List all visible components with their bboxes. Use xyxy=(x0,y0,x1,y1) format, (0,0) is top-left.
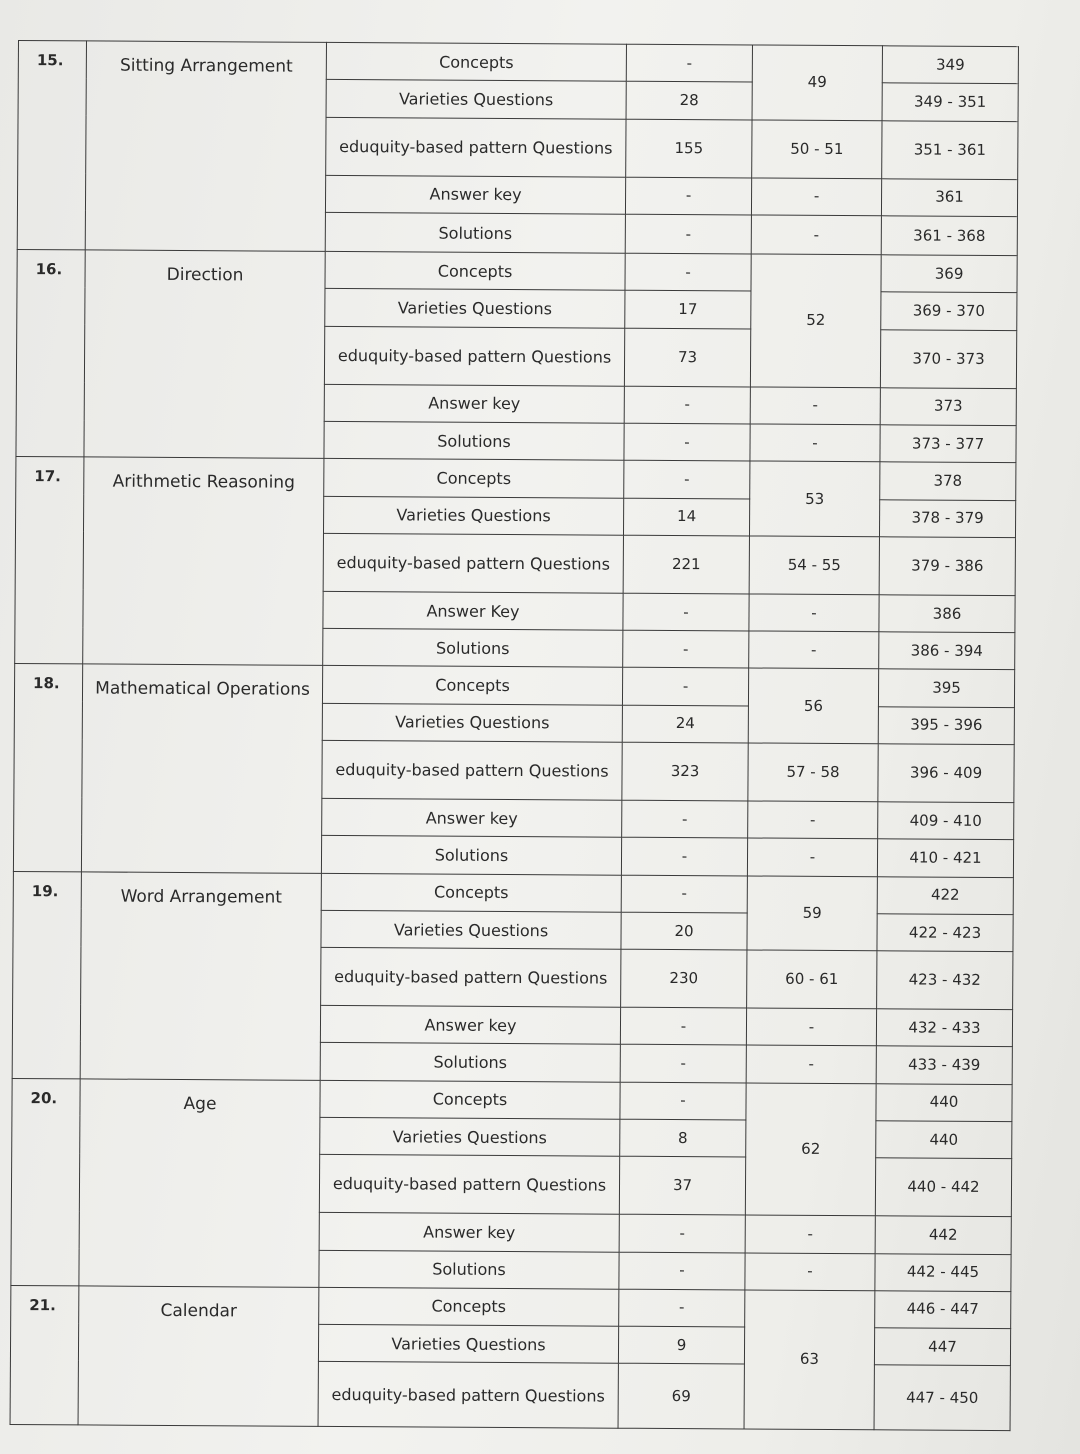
page-range: 361 xyxy=(881,178,1017,216)
question-count: - xyxy=(625,177,751,215)
chapter-page: - xyxy=(751,215,881,255)
page-range: 349 xyxy=(882,46,1018,84)
question-count: - xyxy=(622,668,748,706)
page-range: 440 - 442 xyxy=(875,1158,1011,1217)
subsection-label: eduquity-based pattern Questions xyxy=(322,740,622,800)
chapter-page: 52 xyxy=(750,254,881,387)
table-row xyxy=(16,457,1016,500)
subsection-label: Concepts xyxy=(320,1080,620,1119)
chapter-page: - xyxy=(749,594,879,632)
page-range: 361 - 368 xyxy=(881,216,1017,256)
table-row xyxy=(18,41,1018,84)
subsection-label: eduquity-based pattern Questions xyxy=(318,1362,618,1428)
question-count: - xyxy=(621,837,747,875)
subsection-label: Answer key xyxy=(324,384,624,423)
question-count: 28 xyxy=(626,81,752,119)
subsection-label: Answer key xyxy=(319,1213,619,1252)
table-row xyxy=(17,250,1017,293)
question-count: - xyxy=(625,253,751,291)
subsection-label: Solutions xyxy=(325,212,625,253)
chapter-page: - xyxy=(745,1253,875,1291)
question-count: - xyxy=(624,423,750,461)
chapter-page: - xyxy=(746,1008,876,1046)
question-count: - xyxy=(623,630,749,668)
topic-name: Sitting Arrangement xyxy=(85,41,326,252)
chapter-page: - xyxy=(747,838,877,876)
subsection-label: Solutions xyxy=(323,629,623,668)
page-range: 442 - 445 xyxy=(875,1253,1011,1291)
subsection-label: eduquity-based pattern Questions xyxy=(324,326,624,386)
page-range: 373 xyxy=(880,388,1016,426)
page-range: 446 - 447 xyxy=(875,1291,1011,1329)
page-range: 386 xyxy=(879,595,1015,633)
question-count: - xyxy=(620,1007,746,1045)
subsection-label: Varieties Questions xyxy=(318,1324,618,1363)
subsection-label: Varieties Questions xyxy=(322,703,622,742)
subsection-label: Varieties Questions xyxy=(320,1117,620,1156)
page-range: 378 xyxy=(880,462,1016,500)
question-count: 20 xyxy=(621,912,747,950)
question-count: 9 xyxy=(618,1326,744,1364)
page-range: 378 - 379 xyxy=(879,499,1015,537)
question-count: - xyxy=(620,1045,746,1083)
page-range: 442 xyxy=(875,1216,1011,1254)
page-range: 386 - 394 xyxy=(879,632,1015,670)
question-count: 14 xyxy=(623,498,749,536)
page-range: 409 - 410 xyxy=(878,802,1014,840)
subsection-label: Varieties Questions xyxy=(325,289,625,328)
chapter-page: - xyxy=(750,387,880,425)
page-range: 440 xyxy=(876,1083,1012,1121)
subsection-label: eduquity-based pattern Questions xyxy=(319,1155,619,1215)
serial-number: 16. xyxy=(16,250,85,458)
question-count: 323 xyxy=(622,742,748,801)
subsection-label: Concepts xyxy=(322,666,622,705)
subsection-label: Concepts xyxy=(324,459,624,498)
question-count: - xyxy=(619,1289,745,1327)
chapter-page: 56 xyxy=(748,668,878,743)
subsection-label: Concepts xyxy=(321,873,621,912)
subsection-label: Solutions xyxy=(319,1250,619,1289)
subsection-label: Varieties Questions xyxy=(326,80,626,119)
chapter-page: - xyxy=(745,1215,875,1253)
subsection-label: Solutions xyxy=(321,836,621,875)
page-range: 422 - 423 xyxy=(877,914,1013,952)
page-range: 432 - 433 xyxy=(876,1009,1012,1047)
subsection-label: eduquity-based pattern Questions xyxy=(321,948,621,1008)
question-count: 17 xyxy=(625,291,751,329)
table-row xyxy=(11,1285,1011,1328)
chapter-page: 59 xyxy=(747,876,877,951)
page-range: 440 xyxy=(876,1121,1012,1159)
chapter-page: 60 - 61 xyxy=(747,950,877,1009)
question-count: - xyxy=(624,386,750,424)
chapter-page: - xyxy=(751,178,881,216)
subsection-label: Solutions xyxy=(320,1043,620,1082)
serial-number: 20. xyxy=(11,1078,80,1286)
question-count: 221 xyxy=(623,535,749,594)
subsection-label: Varieties Questions xyxy=(321,910,621,949)
page-range: 395 - 396 xyxy=(878,707,1014,745)
page-range: 433 - 439 xyxy=(876,1046,1012,1084)
question-count: - xyxy=(620,1082,746,1120)
question-count: - xyxy=(619,1252,745,1290)
serial-number: 17. xyxy=(15,457,84,665)
question-count: - xyxy=(623,593,749,631)
question-count: - xyxy=(619,1214,745,1252)
topic-name: Direction xyxy=(84,250,325,459)
page-range: 351 - 361 xyxy=(882,120,1018,179)
question-count: - xyxy=(621,875,747,913)
subsection-label: Answer Key xyxy=(323,591,623,630)
subsection-label: eduquity-based pattern Questions xyxy=(323,533,623,593)
question-count: 230 xyxy=(621,949,747,1008)
chapter-page: - xyxy=(750,424,880,462)
chapter-page: 50 - 51 xyxy=(752,120,882,179)
table-row xyxy=(14,664,1014,707)
chapter-page: - xyxy=(746,1045,876,1083)
question-count: 37 xyxy=(619,1156,745,1215)
question-count: - xyxy=(626,44,752,82)
question-count: 69 xyxy=(618,1364,744,1429)
page-range: 423 - 432 xyxy=(877,951,1013,1010)
question-count: - xyxy=(622,800,748,838)
question-count: 73 xyxy=(624,328,750,387)
chapter-page: 62 xyxy=(745,1083,876,1216)
subsection-label: Concepts xyxy=(325,252,625,291)
page-range: 369 - 370 xyxy=(881,292,1017,330)
chapter-page: 54 - 55 xyxy=(749,536,879,595)
page-range: 447 - 450 xyxy=(874,1365,1010,1430)
subsection-label: Concepts xyxy=(319,1287,619,1326)
serial-number: 18. xyxy=(13,664,82,872)
table-row xyxy=(13,871,1013,914)
topic-name: Calendar xyxy=(78,1286,319,1427)
contents-table-body xyxy=(10,41,1018,1431)
page-range: 395 xyxy=(878,669,1014,707)
subsection-label: Solutions xyxy=(324,421,624,460)
page-range: 447 xyxy=(874,1328,1010,1366)
question-count: 24 xyxy=(622,705,748,743)
question-count: - xyxy=(624,461,750,499)
page-range: 373 - 377 xyxy=(880,425,1016,463)
question-count: 155 xyxy=(626,119,752,178)
chapter-page: 53 xyxy=(749,461,879,536)
subsection-label: Varieties Questions xyxy=(323,496,623,535)
subsection-label: Answer key xyxy=(322,798,622,837)
page-range: 349 - 351 xyxy=(882,83,1018,121)
subsection-label: eduquity-based pattern Questions xyxy=(326,117,626,177)
topic-name: Age xyxy=(79,1079,320,1288)
page-range: 410 - 421 xyxy=(877,839,1013,877)
chapter-page: 63 xyxy=(744,1290,875,1430)
page-range: 396 - 409 xyxy=(878,744,1014,803)
topic-name: Arithmetic Reasoning xyxy=(83,457,324,666)
chapter-page: - xyxy=(749,631,879,669)
question-count: 8 xyxy=(620,1119,746,1157)
chapter-page: - xyxy=(748,801,878,839)
subsection-label: Concepts xyxy=(326,42,626,81)
page-range: 369 xyxy=(881,255,1017,293)
page-range: 422 xyxy=(877,876,1013,914)
topic-name: Word Arrangement xyxy=(80,871,321,1080)
serial-number: 15. xyxy=(17,41,86,251)
question-count: - xyxy=(625,214,751,254)
subsection-label: Answer key xyxy=(325,175,625,214)
topic-name: Mathematical Operations xyxy=(81,664,322,873)
page-range: 370 - 373 xyxy=(880,330,1016,389)
page-range: 379 - 386 xyxy=(879,537,1015,596)
contents-table xyxy=(10,40,1019,1431)
chapter-page: 57 - 58 xyxy=(748,743,878,802)
serial-number: 19. xyxy=(12,871,81,1079)
subsection-label: Answer key xyxy=(320,1006,620,1045)
table-row xyxy=(12,1078,1012,1121)
chapter-page: 49 xyxy=(752,45,882,120)
serial-number: 21. xyxy=(10,1285,79,1425)
